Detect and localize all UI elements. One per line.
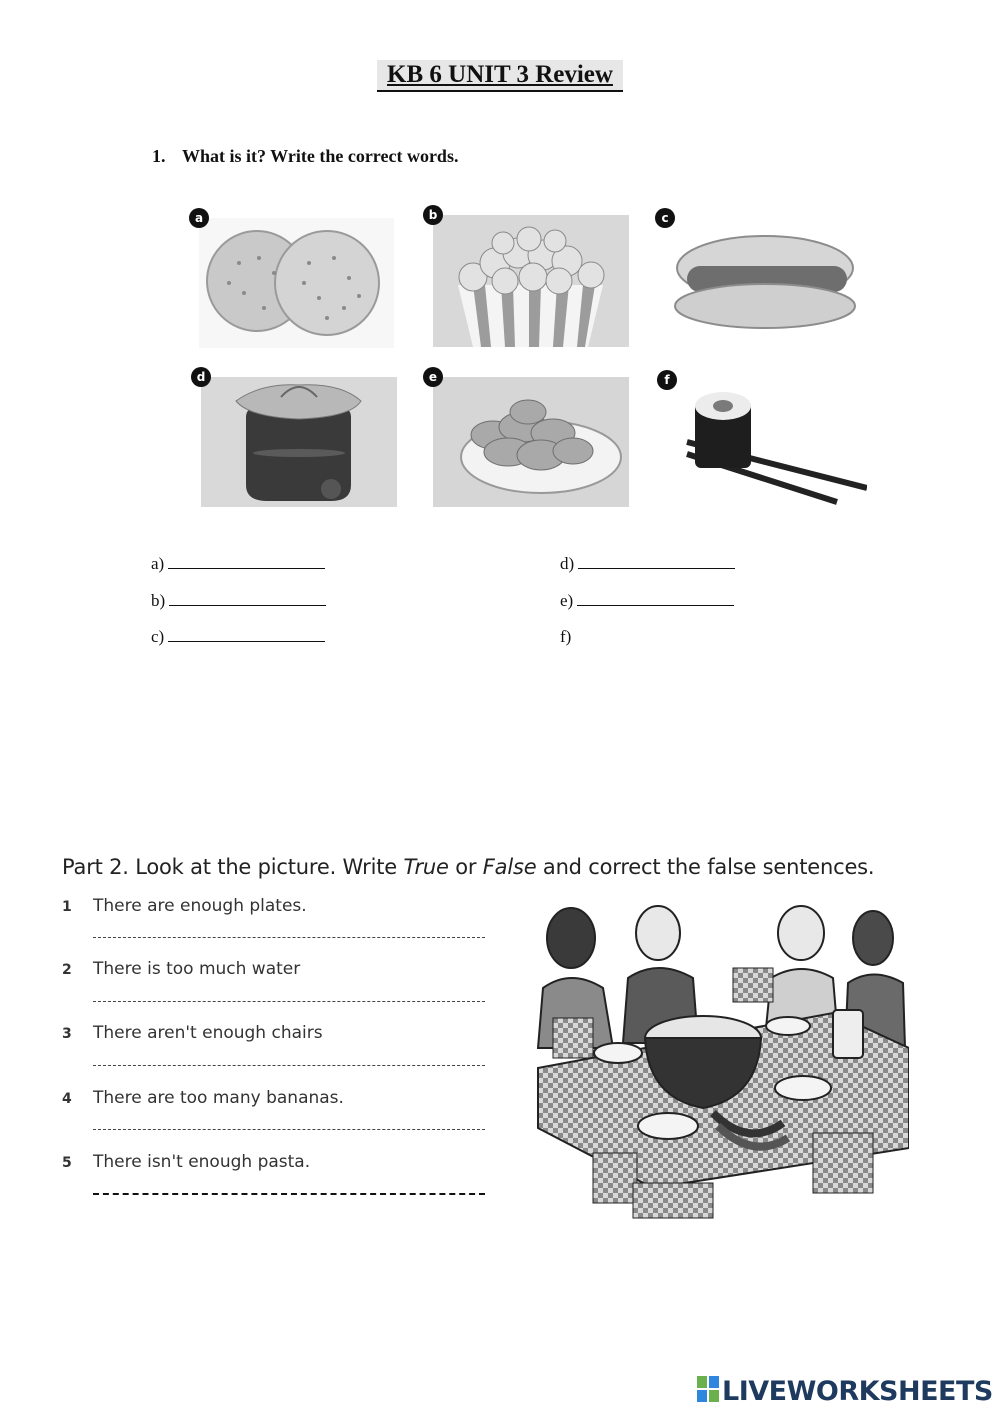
heading-false: False bbox=[482, 855, 537, 879]
answer-label: e) bbox=[560, 591, 574, 610]
picture-a-biscuits bbox=[194, 211, 394, 353]
heading-text: or bbox=[448, 855, 483, 879]
answer-line-2[interactable] bbox=[93, 1001, 485, 1002]
answer-b bbox=[151, 591, 326, 611]
picture-letter: f bbox=[657, 370, 677, 390]
answer-a bbox=[151, 554, 325, 574]
answer-label: b) bbox=[151, 591, 166, 610]
question-instruction: What is it? Write the correct words. bbox=[182, 146, 459, 166]
picture-letter: a bbox=[189, 208, 209, 228]
statement-text: There isn't enough pasta. bbox=[93, 1152, 311, 1172]
statement-text: There are too many bananas. bbox=[93, 1088, 344, 1108]
page-title: KB 6 UNIT 3 Review bbox=[377, 60, 623, 92]
part-2-heading bbox=[62, 855, 874, 879]
picture-e-crisps bbox=[428, 370, 629, 512]
answer-line-4[interactable] bbox=[93, 1129, 485, 1130]
answer-line-5[interactable] bbox=[93, 1193, 485, 1195]
answer-a-blank[interactable] bbox=[168, 555, 325, 569]
statement-text: There is too much water bbox=[93, 959, 301, 979]
statement-4 bbox=[62, 1088, 344, 1108]
statement-number: 4 bbox=[62, 1091, 72, 1107]
answer-b-blank[interactable] bbox=[169, 592, 326, 606]
question-1-heading bbox=[152, 146, 458, 167]
party-table-illustration bbox=[533, 898, 909, 1235]
answer-line-3[interactable] bbox=[93, 1065, 485, 1066]
answer-e-blank[interactable] bbox=[577, 592, 734, 606]
picture-b-popcorn bbox=[428, 208, 629, 352]
statement-text: There aren't enough chairs bbox=[93, 1023, 323, 1043]
picture-f-sushi bbox=[664, 373, 867, 510]
liveworksheets-logo-icon bbox=[697, 1376, 719, 1409]
answer-e bbox=[560, 591, 734, 611]
statement-3 bbox=[62, 1023, 323, 1043]
answer-label: a) bbox=[151, 554, 165, 573]
answer-line-1[interactable] bbox=[93, 937, 485, 938]
answer-label: f) bbox=[560, 627, 572, 646]
picture-d-jam bbox=[196, 370, 397, 512]
answer-d-blank[interactable] bbox=[578, 555, 735, 569]
statement-2 bbox=[62, 959, 300, 979]
answer-c bbox=[151, 627, 325, 647]
picture-letter: b bbox=[423, 205, 443, 225]
answer-f bbox=[560, 627, 571, 647]
picture-letter: e bbox=[423, 367, 443, 387]
heading-text: Part 2. Look at the picture. Write bbox=[62, 855, 404, 879]
picture-letter: c bbox=[655, 208, 675, 228]
brand-name: LIVEWORKSHEETS bbox=[722, 1376, 993, 1407]
statement-text: There are enough plates. bbox=[93, 896, 307, 916]
answer-d bbox=[560, 554, 735, 574]
heading-text: and correct the false sentences. bbox=[536, 855, 875, 879]
statement-number: 1 bbox=[62, 899, 72, 915]
picture-c-hot-dog bbox=[661, 211, 865, 338]
question-number: 1. bbox=[152, 146, 166, 166]
answer-c-blank[interactable] bbox=[168, 628, 325, 642]
answer-label: d) bbox=[560, 554, 575, 573]
statement-number: 5 bbox=[62, 1155, 72, 1171]
liveworksheets-logo bbox=[697, 1376, 993, 1409]
statement-1 bbox=[62, 896, 307, 916]
statement-5 bbox=[62, 1152, 310, 1172]
statement-number: 2 bbox=[62, 962, 72, 978]
statement-number: 3 bbox=[62, 1026, 72, 1042]
answer-label: c) bbox=[151, 627, 165, 646]
picture-letter: d bbox=[191, 367, 211, 387]
heading-true: True bbox=[403, 855, 449, 879]
